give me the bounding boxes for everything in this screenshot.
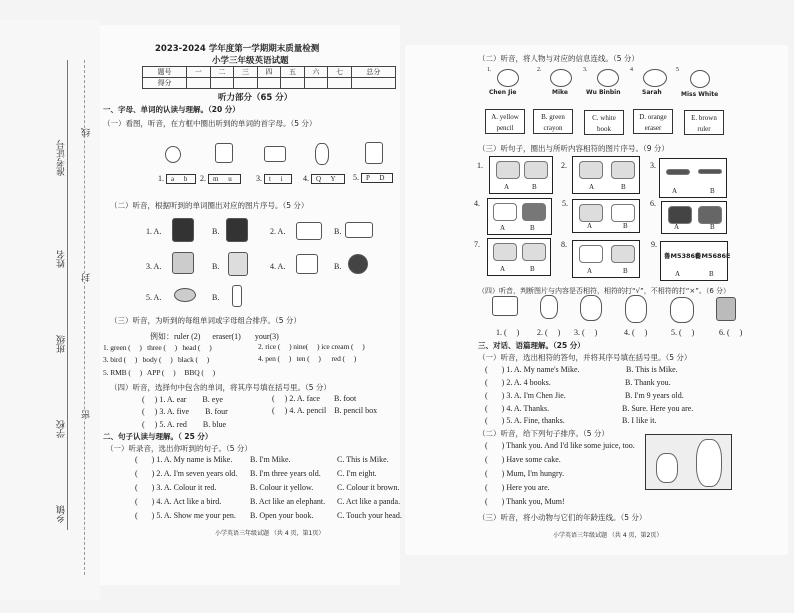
answer-a[interactable]: ( ) 4. A. Thanks.	[485, 404, 550, 413]
item-number: 8.	[561, 240, 567, 249]
option-b[interactable]: B	[623, 222, 628, 230]
item-number: 3.	[256, 174, 262, 183]
answer-a[interactable]: ( ) 3. A. Colour it red.	[135, 483, 217, 492]
s3-row[interactable]: 4. pen ( ) ten ( ) red ( )	[258, 354, 357, 363]
option-label[interactable]: B.	[212, 293, 220, 302]
item-number: 5.	[353, 173, 359, 182]
judge-blank[interactable]: 3. ( )	[574, 328, 598, 337]
info-line: C. white	[592, 114, 616, 122]
option-a[interactable]: A	[504, 183, 510, 191]
p3s1-title: （一）听音，选出相符的答句，并将其序号填在括号里。（5 分）	[478, 353, 692, 362]
answer-c: C. This is Mike.	[337, 455, 389, 464]
field-line	[67, 60, 68, 530]
order-row[interactable]: ( ) Mum, I'm hungry.	[485, 469, 565, 478]
item-number: 6.	[650, 199, 656, 208]
letter-item	[200, 174, 241, 184]
answer-b: B. Colour it yellow.	[250, 483, 314, 492]
header-cell: 四	[257, 67, 281, 78]
dog-image	[365, 142, 383, 164]
info-line: crayon	[543, 124, 563, 132]
answer-a[interactable]: ( ) 1. A. My name is Mike.	[135, 455, 233, 464]
item-number: 9.	[651, 240, 657, 249]
info-box-a[interactable]	[485, 109, 525, 134]
binding-margin	[0, 20, 100, 600]
header-cell: 二	[210, 67, 234, 78]
noodles-image	[174, 288, 196, 302]
option-label[interactable]: 4. A.	[270, 262, 286, 271]
score-table	[142, 66, 396, 89]
info-line: B. green	[541, 113, 565, 121]
picture-choice-9[interactable]	[660, 241, 731, 281]
leg-image	[228, 252, 248, 276]
monkey-image	[296, 254, 318, 274]
right-footer: 小学英语三年级试题 （共 4 页，第2页）	[553, 532, 663, 539]
picture-3-image	[264, 146, 286, 162]
person-number: 5	[676, 67, 679, 73]
judge-blank[interactable]: 5. ( )	[671, 328, 695, 337]
option-b[interactable]: B	[621, 183, 626, 191]
answer-a[interactable]: ( ) 5. A. Show me your pen.	[135, 511, 236, 520]
answer-a[interactable]: ( ) 1. A. My name's Mike.	[485, 365, 580, 374]
s3-row[interactable]: 3. bird ( ) body ( ) black ( )	[103, 355, 210, 364]
option-b[interactable]: B	[532, 183, 537, 191]
score-cell[interactable]	[210, 78, 234, 89]
person-name: Miss White	[681, 91, 719, 98]
option-label[interactable]: 1. A.	[146, 227, 162, 236]
item-number: 1.	[477, 161, 483, 170]
tyre-image	[315, 143, 329, 165]
part3-title: 三、对话、语篇理解。（25 分）	[478, 341, 585, 350]
picture-choice-2[interactable]	[572, 156, 640, 194]
answer-b: B. I'm Mike.	[250, 455, 291, 464]
score-cell[interactable]	[234, 78, 258, 89]
letter-item	[256, 174, 292, 184]
info-line: D. orange	[639, 113, 667, 121]
item-number: 3.	[650, 161, 656, 170]
option-a[interactable]: A	[674, 223, 680, 231]
header-cell: 题号	[143, 67, 187, 78]
order-row[interactable]: ( ) Thank you. And I'd like some juice, too.	[485, 441, 635, 450]
arm-image	[172, 252, 194, 274]
s4-row[interactable]: ( ) 3. A. five B. four	[142, 407, 228, 416]
r-s4-title: （四）听音，判断图片与内容是否相符，相符的打“√”，不相符的打“×”。（6 分）	[478, 287, 731, 295]
mum-figure	[696, 439, 722, 487]
option-label[interactable]: B.	[212, 227, 220, 236]
sarah-portrait	[643, 69, 667, 87]
header-cell: 总分	[351, 67, 395, 78]
option-b[interactable]: B	[623, 267, 628, 275]
person-name: Wu Binbin	[586, 89, 621, 96]
letter-box[interactable]: Q Y	[311, 174, 345, 184]
letter-item	[303, 174, 345, 184]
bag-image	[296, 222, 322, 240]
answer-a[interactable]: ( ) 2. A. 4 books.	[485, 378, 551, 387]
boy-image	[580, 295, 602, 321]
s3-example: 例如：ruler (2) eraser(1) your(3)	[150, 332, 279, 341]
score-cell[interactable]	[328, 78, 352, 89]
s4-row[interactable]: ( ) 4. A. pencil B. pencil box	[272, 406, 378, 415]
r-s2-title: （二）听音，将人物与对应的信息连线。（5 分）	[478, 54, 639, 63]
judge-blank[interactable]: 6. ( )	[719, 328, 743, 337]
picture-choice-5[interactable]	[572, 199, 640, 233]
order-row[interactable]: ( ) Thank you, Mum!	[485, 497, 565, 506]
s3-row[interactable]: 1. green ( ) three ( ) head ( )	[103, 343, 212, 352]
apple-image	[165, 146, 181, 163]
header-cell: 七	[328, 67, 352, 78]
p3s3-title: （三）听音，将小动物与它们的年龄连线。（5 分）	[478, 513, 647, 522]
s3-row[interactable]: 2. rice ( ) nine( ) ice cream ( )	[258, 342, 365, 351]
score-row-label: 得分	[143, 78, 187, 89]
option-label[interactable]: B.	[334, 262, 342, 271]
score-cell[interactable]	[257, 78, 281, 89]
order-row[interactable]: ( ) Here you are.	[485, 483, 550, 492]
item-number: 2.	[561, 161, 567, 170]
answer-c: C. Act like a panda.	[337, 497, 401, 506]
answer-b: B. This is Mike.	[626, 365, 678, 374]
s4-row[interactable]: ( ) 1. A. ear B. eye	[142, 395, 223, 404]
item-number: 1.	[158, 174, 164, 183]
r-s3-title: （三）听句子，圈出与所听内容相符的图片序号。（9 分）	[478, 144, 669, 153]
option-a[interactable]: A	[672, 187, 678, 195]
info-line: E. brown	[691, 114, 717, 122]
s2-title: （二）听音，根据听到的单词圈出对应的图片序号。（5 分）	[110, 201, 309, 210]
option-a[interactable]: A	[589, 183, 595, 191]
person-number: 3.	[583, 67, 588, 73]
answer-a[interactable]: ( ) 4. A. Act like a bird.	[135, 497, 222, 506]
exam-title: 2023-2024 学年度第一学期期末质量检测	[155, 44, 320, 54]
mike-portrait	[550, 69, 572, 87]
town-label: 乡镇	[57, 505, 67, 523]
binding-line	[84, 60, 85, 575]
answer-b: B. Open your book.	[250, 511, 314, 520]
letter-item	[158, 174, 196, 184]
item-number: 4.	[474, 199, 480, 208]
option-a[interactable]: A	[500, 265, 506, 273]
picture-choice-4[interactable]	[487, 198, 552, 235]
score-cell[interactable]	[304, 78, 328, 89]
panda-image	[348, 254, 368, 274]
person-name: Chen Jie	[489, 89, 517, 96]
answer-a[interactable]: ( ) 3. A. I'm Chen Jie.	[485, 391, 566, 400]
judge-blank[interactable]: 2. ( )	[537, 328, 561, 337]
p2s1-title: （一）听录音，选出你听到的句子。（5 分）	[106, 444, 252, 453]
info-box-c[interactable]	[584, 110, 624, 135]
exam-subtitle: 小学三年级英语试题	[212, 56, 289, 66]
seal-mark-seal: 封	[82, 273, 92, 282]
option-label[interactable]: B.	[212, 262, 220, 271]
judge-blank[interactable]: 1. ( )	[496, 328, 520, 337]
picture-choice-3[interactable]	[659, 158, 727, 198]
option-a[interactable]: A	[500, 224, 506, 232]
info-box-b[interactable]	[533, 109, 573, 134]
header-cell: 六	[304, 67, 328, 78]
person-number: 1.	[487, 67, 492, 73]
book-image	[345, 222, 373, 238]
answer-b: B. I like it.	[622, 416, 657, 425]
item-number: 4.	[303, 174, 309, 183]
wu-binbin-portrait	[597, 69, 619, 87]
left-footer: 小学英语三年级试题 （共 4 页，第1页）	[215, 530, 325, 537]
option-b[interactable]: B	[710, 187, 715, 195]
picture-2-image	[215, 143, 233, 163]
option-label[interactable]: 5. A.	[146, 293, 162, 302]
letter-item	[353, 173, 393, 183]
order-row[interactable]: ( ) Have some cake.	[485, 455, 561, 464]
part2-title: 二、句子认读与理解。（ 25 分）	[103, 432, 213, 441]
option-b[interactable]: B	[710, 223, 715, 231]
letter-box[interactable]: m u	[208, 174, 241, 184]
person-name: Sarah	[642, 89, 662, 96]
person-number: 2.	[537, 67, 542, 73]
item-number: 7.	[474, 240, 480, 249]
picture-choice-8[interactable]	[572, 240, 640, 278]
chen-jie-portrait	[497, 69, 519, 87]
school-label: 学校	[57, 420, 67, 438]
option-b[interactable]: B	[530, 224, 535, 232]
mum-and-child-illustration	[645, 434, 732, 490]
boy-glasses-image	[625, 295, 647, 323]
four-hand-image	[172, 218, 194, 242]
answer-b: B. Act like an elephant.	[250, 497, 326, 506]
s3-title: （三）听音，为听到的每组单词或字母组合排序。（5 分）	[110, 316, 301, 325]
two-hand-image	[226, 218, 248, 242]
license-plate-b: 鲁M5686E	[695, 252, 731, 260]
option-a[interactable]: A	[587, 222, 593, 230]
info-line: A. yellow	[491, 113, 519, 121]
judge-blank[interactable]: 4. ( )	[624, 328, 648, 337]
p3s2-title: （二）听音，给下列句子排序。（5 分）	[478, 429, 609, 438]
option-label[interactable]: 2. A.	[270, 227, 286, 236]
license-plate-a: 鲁M5386E	[664, 252, 700, 260]
picture-choice-7[interactable]	[487, 238, 551, 276]
answer-b: B. Sure. Here you are.	[622, 404, 694, 413]
s4-row[interactable]: ( ) 2. A. face B. foot	[272, 394, 357, 403]
answer-b: B. I'm 9 years old.	[625, 391, 684, 400]
header-cell: 五	[281, 67, 305, 78]
seal-mark-secret: 密	[82, 410, 92, 419]
class-label: 班级	[57, 335, 67, 353]
letter-box[interactable]: P D	[361, 173, 393, 183]
picture-choice-1[interactable]	[489, 156, 553, 194]
girl-sitting-image	[670, 297, 694, 323]
letter-box[interactable]: t i	[264, 174, 292, 184]
person-number: 4	[630, 67, 633, 73]
name-label: 姓名	[57, 250, 67, 268]
item-number: 2.	[200, 174, 206, 183]
open-book-image	[492, 296, 518, 316]
picture-choice-6[interactable]	[661, 201, 727, 234]
answer-c: C. I'm eight.	[337, 469, 377, 478]
s1-title: （一）看图，听音，在方框中圈出听到的单词的首字母。（5 分）	[103, 119, 317, 128]
score-cell[interactable]	[351, 78, 395, 89]
miss-white-portrait	[690, 70, 710, 88]
option-label[interactable]: B.	[334, 227, 342, 236]
bottle-image	[232, 285, 242, 307]
answer-c: C. Colour it brown.	[337, 483, 400, 492]
s4-row[interactable]: ( ) 5. A. red B. blue	[142, 420, 226, 429]
part1-title: 一、字母、单词的认读与理解。（20 分）	[103, 105, 240, 114]
seal-mark-line: 线	[82, 128, 92, 137]
child-figure	[656, 453, 678, 483]
header-cell: 三	[234, 67, 258, 78]
option-a[interactable]: A	[675, 270, 681, 278]
score-cell[interactable]	[187, 78, 211, 89]
info-line: pencil	[496, 124, 514, 132]
info-line: eraser	[644, 124, 662, 132]
option-label[interactable]: 3. A.	[146, 262, 162, 271]
person-name: Mike	[552, 89, 568, 96]
listening-title: 听力部分（65 分）	[218, 93, 293, 103]
answer-b: B. I'm three years old.	[250, 469, 321, 478]
item-number: 5.	[562, 199, 568, 208]
score-cell[interactable]	[281, 78, 305, 89]
arm-muscle-image	[716, 297, 736, 321]
girl-image	[540, 295, 558, 319]
option-a[interactable]: A	[587, 267, 593, 275]
option-b[interactable]: B	[530, 265, 535, 273]
answer-b: B. Thank you.	[625, 378, 671, 387]
answer-a[interactable]: ( ) 5. A. Fine, thanks.	[485, 416, 565, 425]
exam-id-label: 准考证号	[57, 140, 67, 176]
option-b[interactable]: B	[709, 270, 714, 278]
header-cell: 一	[187, 67, 211, 78]
answer-a[interactable]: ( ) 2. A. I'm seven years old.	[135, 469, 238, 478]
info-line: book	[597, 125, 611, 133]
letter-box[interactable]: a b	[166, 174, 196, 184]
info-line: ruler	[697, 125, 711, 133]
s3-row[interactable]: 5. RMB ( ) APP ( ) BBQ ( )	[103, 368, 215, 377]
info-box-e[interactable]	[684, 110, 724, 135]
answer-c: C. Touch your head.	[337, 511, 402, 520]
info-box-d[interactable]	[633, 109, 673, 134]
s4-title: （四）听音，选择句中包含的单词，将其序号填在括号里。（5 分）	[110, 383, 331, 392]
